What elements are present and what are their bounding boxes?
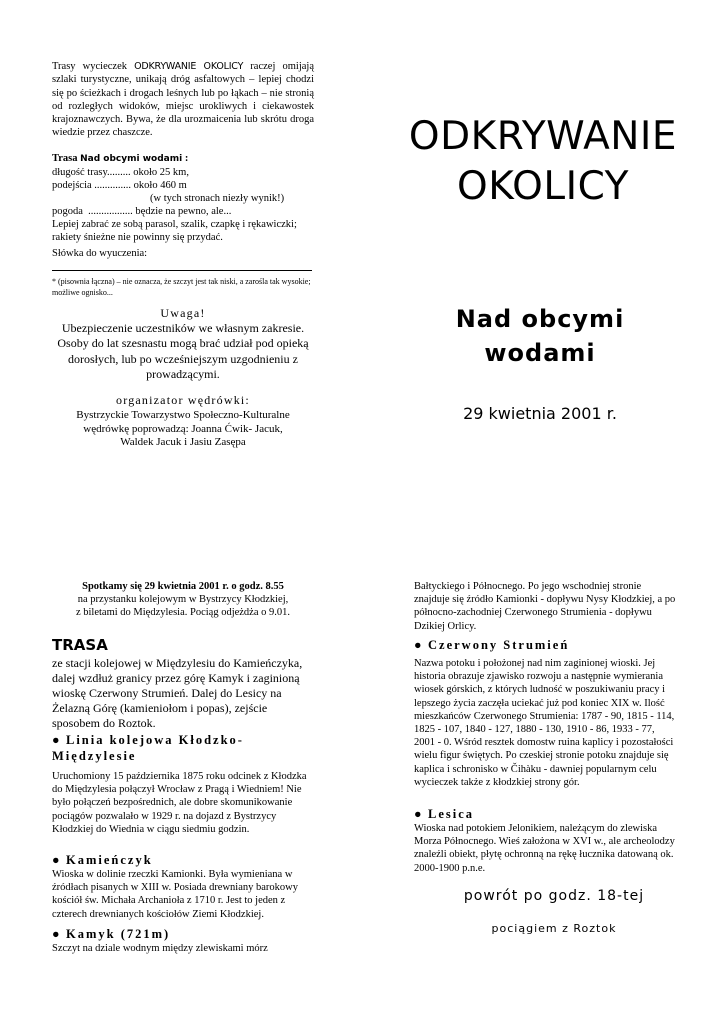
meeting-line-3: z biletami do Międzylesia. Pociąg odjeżdża o 9.01.: [75, 607, 291, 618]
cover-title-line-1: ODKRYWANIE: [408, 114, 678, 159]
bullet-icon: ●: [414, 807, 424, 821]
section-kamyk-continued: Bałtyckiego i Północnego. Po jego wschodniej stronie znajduje się źródło Kamionki - dopływu Nysy Kłodzkiej, a po północno-zachodniej Czerwonego Strumienia - dopływu Dzikiej Orlicy.: [414, 581, 676, 632]
cover-title: [378, 112, 708, 212]
section-kamyk-heading: [52, 926, 314, 942]
trasa-heading: TRASA: [52, 636, 108, 654]
section-kamyk-title: Kamyk (721m): [66, 927, 171, 941]
section-kamienczyk-text: Wioska w dolinie rzeczki Kamionki. Była wymieniana w źródłach pisanych w XIII w. Posiada drewniany barokowy kościół św. Michała Archanioła z 1710 r. Jest to jeden z czterech drewnianych kościołów Ziemi Kłodzkiej.: [52, 869, 298, 920]
route-name: Nad obcymi wodami: [80, 154, 183, 164]
intro-brand-name: ODKRYWANIE OKOLICY: [134, 61, 244, 72]
trasa-text: ze stacji kolejowej w Międzylesiu do Kamieńczyka, dalej wzdłuż granicy przez górę Kamyk i zaginioną wioskę Czerwony Strumień. Dalej do Lesicy na Żelazną Górę (kamieniołom i popas), zejście sposobem do Roztok.: [52, 656, 303, 730]
section-czerwony-strumien: [414, 637, 676, 789]
bullet-icon: ●: [414, 638, 424, 652]
route-colon: :: [182, 153, 189, 164]
bullet-icon: ●: [52, 927, 62, 941]
organizer-guides-2: Waldek Jacuk i Jasiu Zasępa: [120, 436, 246, 449]
section-kamienczyk-heading: [52, 852, 314, 868]
section-czerwony-text: Nazwa potoku i położonej nad nim zaginionej wioski. Jej historia obrazuje zjawisko rozwoju a następnie wymierania wiosek górskich, z których ludność w poszukiwaniu pracy i lepszego życia zaczęła uciekać już pod koniec XIX w. Ilość mieszkańców Czerwonego Strumienia: 1787 - 90, 1815 - 114, 1825 - 107, 1840 - 127, 1880 - 130, 1910 - 86, 1933 - 77, 2001 - 0. Wśród resztek domostw ruina kaplicy i pozostałości wielu figur świętych. Po czeskiej stronie potoku znajduje się kaplica i schronisko w Čihàku - dawniej popularnym celu wycieczek także z kłodzkiej strony gór.: [414, 658, 675, 788]
intro-text-start: Trasy wycieczek: [52, 61, 135, 72]
meeting-line-1: Spotkamy się 29 kwietnia 2001 r. o godz. 8.55: [82, 581, 284, 592]
organizer-heading: organizator wędrówki:: [116, 393, 250, 407]
route-info: [52, 152, 314, 260]
organizer-block: [52, 394, 314, 450]
section-railway-title: Linia kolejowa Kłodzko-Międzylesie: [52, 733, 244, 763]
return-train: pociągiem z Roztok: [491, 922, 617, 935]
route-climb: podejścia .............. około 460 m: [52, 180, 187, 191]
footnote-divider: [52, 270, 312, 271]
footnote: * (pisownia łączna) – nie oznacza, że szczyt jest tak niski, a zarośla tak wysokie; możliwe ognisko...: [52, 277, 311, 297]
section-kamienczyk-title: Kamieńczyk: [66, 853, 153, 867]
section-kamyk-text: Szczyt na dziale wodnym między zlewiskami mórz: [52, 943, 268, 954]
section-railway-heading: [52, 732, 314, 764]
cover-subtitle-line-1: Nad obcymi: [455, 305, 625, 333]
section-railway: [52, 732, 314, 836]
warning-text: Ubezpieczenie uczestników we własnym zakresie. Osoby do lat szesnastu mogą brać udział pod opieką dorosłych, lub po wcześniejszym uzgodnieniu z prowadzącymi.: [57, 321, 309, 381]
section-lesica: [414, 806, 676, 875]
meeting-info: [52, 580, 314, 619]
cover-subtitle-line-2: wodami: [484, 339, 596, 367]
cover-title-line-2: OKOLICY: [457, 164, 629, 209]
bullet-icon: ●: [52, 733, 62, 747]
intro-paragraph: [52, 60, 314, 140]
section-railway-text: Uruchomiony 15 października 1875 roku odcinek z Kłodzka do Międzylesia połączył Wrocław z Pragą i Wiedniem! Nie było połączeń bezpośrednich, ale dobre skomunikowanie pociągów pozwalało w 1929 r. na dojazd z Bystrzycy Kłodzkiej do Wiednia w ciągu siedmiu godzin.: [52, 771, 307, 835]
intro-text-end: raczej omijają szlaki turystyczne, unikają dróg asfaltowych – lepiej chodzi się po ścieżkach i drogach leśnych lub po łąkach – nie stronią od rozległych widoków, miejsc urokliwych i ciekawostek krajoznawczych. Bywa, że dla urozmaicenia lub skrótu droga wiedzie przez chaszcze.: [52, 61, 314, 139]
route-climb-note: (w tych stronach niezły wynik!): [150, 193, 285, 204]
warning-block: [52, 306, 314, 382]
section-lesica-text: Wioska nad potokiem Jelonikiem, należącym do zlewiska Morza Północnego. Wieś założona w XVI w., ale archeolodzy znaleźli obiekt, płytę ochronną na rękę łucznika datowaną ok. 2000-1900 p.n.e.: [414, 823, 675, 874]
route-vocab: Słówka do wyuczenia:: [52, 248, 148, 259]
section-lesica-title: Lesica: [428, 807, 475, 821]
organizer-name: Bystrzyckie Towarzystwo Społeczno-Kulturalne: [76, 409, 290, 422]
section-czerwony-heading: [414, 637, 676, 653]
route-weather: pogoda ................. będzie na pewno, ale...: [52, 206, 232, 217]
route-length: długość trasy......... około 25 km,: [52, 167, 189, 178]
return-time: powrót po godz. 18-tej: [463, 888, 645, 904]
section-czerwony-title: Czerwony Strumień: [428, 638, 570, 652]
bullet-icon: ●: [52, 853, 62, 867]
cover-date: 29 kwietnia 2001 r.: [463, 404, 617, 423]
organizer-guides-1: wędrówkę poprowadzą: Joanna Ćwik- Jacuk,: [83, 422, 283, 435]
cover-subtitle: [415, 302, 665, 370]
route-advice: Lepiej zabrać ze sobą parasol, szalik, czapkę i rękawiczki; rakiety śnieżne nie powinny się przydać.: [52, 219, 297, 243]
route-label: Trasa: [52, 153, 78, 164]
section-kamyk: [52, 926, 314, 955]
route-title: [52, 152, 314, 166]
meeting-line-2: na przystanku kolejowym w Bystrzycy Kłodzkiej,: [77, 594, 289, 605]
section-kamienczyk: [52, 852, 314, 921]
warning-heading: Uwaga!: [160, 306, 206, 320]
section-lesica-heading: [414, 806, 676, 822]
